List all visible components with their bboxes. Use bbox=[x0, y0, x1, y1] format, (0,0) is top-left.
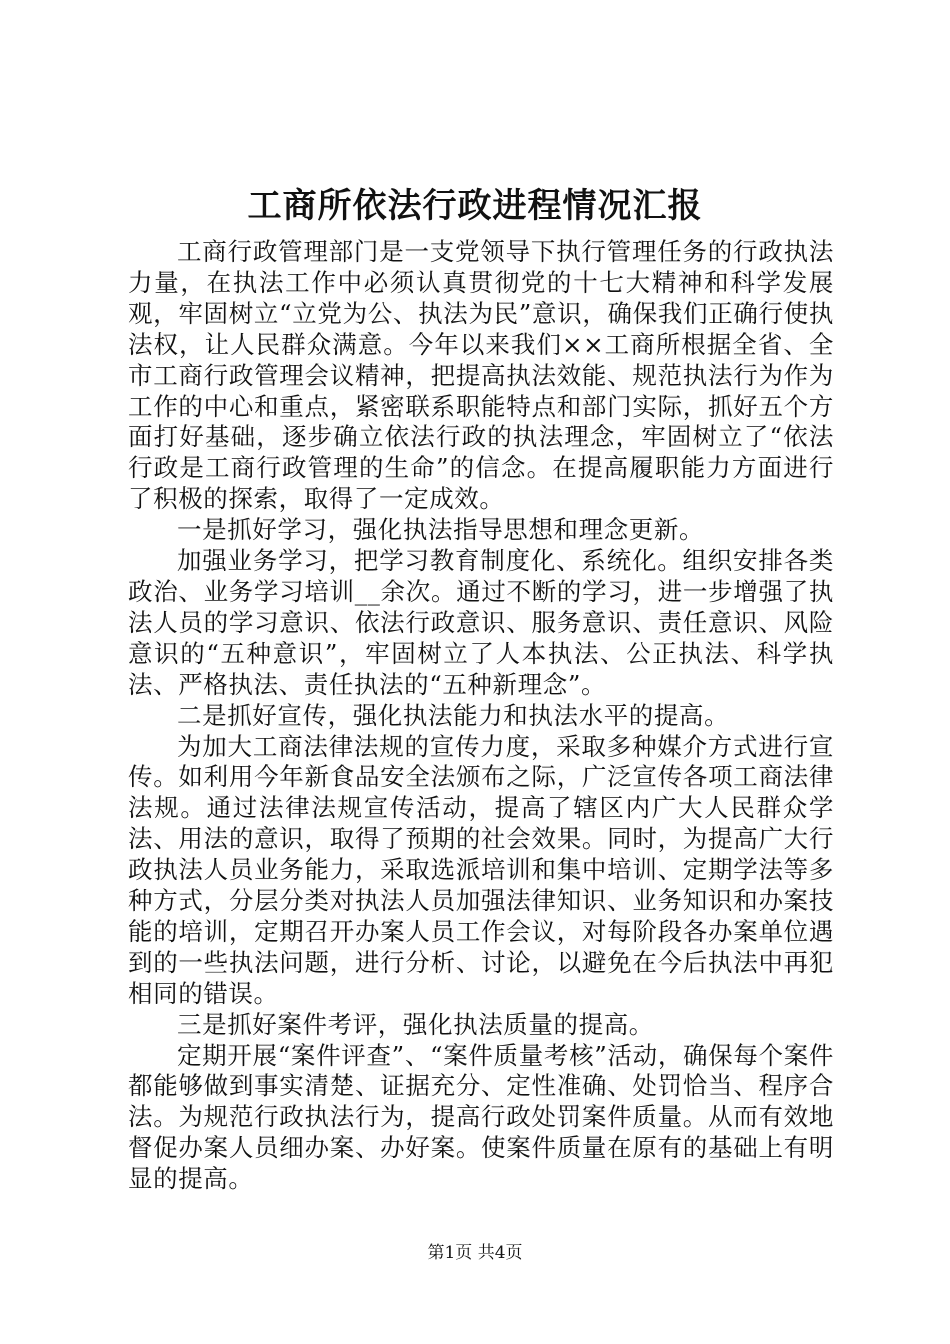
paragraph-heading-1: 一是抓好学习，强化执法指导思想和理念更新。 bbox=[177, 515, 705, 545]
paragraph-section-3: 定期开展“案件评查”、“案件质量考核”活动，确保每个案件都能够做到事实清楚、证据充分、定性准确、处罚恰当、程序合法。为规范行政执法行为，提高行政处罚案件质量。从而有效地督促办案人员细办案、办好案。使案件质量在原有的基础上有明显的提高。 bbox=[128, 1040, 834, 1194]
page-number-footer: 第1页 共4页 bbox=[427, 1243, 523, 1263]
paragraph-section-1: 加强业务学习，把学习教育制度化、系统化。组织安排各类政治、业务学习培训__余次。通过不断的学习，进一步增强了执法人员的学习意识、依法行政意识、服务意识、责任意识、风险意识的“五种意识”，牢固树立了人本执法、公正执法、科学执法、严格执法、责任执法的“五种新理念”。 bbox=[128, 546, 834, 699]
paragraph-heading-3: 三是抓好案件考评，强化执法质量的提高。 bbox=[177, 1009, 654, 1039]
document-title: 工商所依法行政进程情况汇报 bbox=[247, 186, 703, 226]
document-body bbox=[128, 237, 834, 1195]
paragraph-section-2: 为加大工商法律法规的宣传力度，采取多种媒介方式进行宣传。如利用今年新食品安全法颁布之际，广泛宣传各项工商法律法规。通过法律法规宣传活动，提高了辖区内广大人民群众学法、用法的意识，取得了预期的社会效果。同时，为提高广大行政执法人员业务能力，采取选派培训和集中培训、定期学法等多种方式，分层分类对执法人员加强法律知识、业务知识和办案技能的培训，定期召开办案人员工作会议，对每阶段各办案单位遇到的一些执法问题，进行分析、讨论，以避免在今后执法中再犯相同的错误。 bbox=[128, 731, 834, 1008]
paragraph-intro: 工商行政管理部门是一支党领导下执行管理任务的行政执法力量，在执法工作中必须认真贯彻党的十七大精神和科学发展观，牢固树立“立党为公、执法为民”意识，确保我们正确行使执法权，让人民群众满意。今年以来我们××工商所根据全省、全市工商行政管理会议精神，把提高执法效能、规范执法行为作为工作的中心和重点，紧密联系职能特点和部门实际，抓好五个方面打好基础，逐步确立依法行政的执法理念，牢固树立了“依法行政是工商行政管理的生命”的信念。在提高履职能力方面进行了积极的探索，取得了一定成效。 bbox=[128, 237, 834, 514]
paragraph-heading-2: 二是抓好宣传，强化执法能力和执法水平的提高。 bbox=[177, 700, 730, 730]
